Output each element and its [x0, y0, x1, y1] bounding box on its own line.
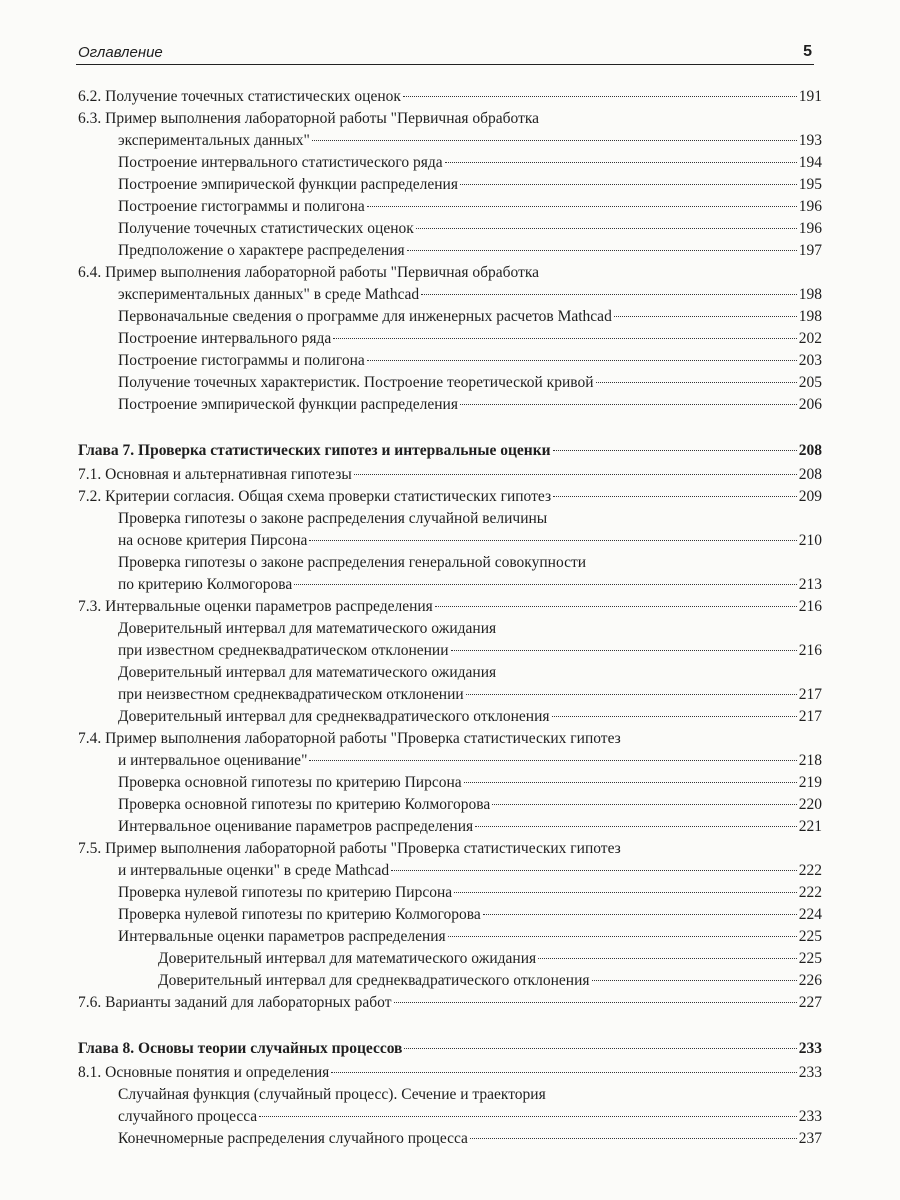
entry-row — [118, 240, 822, 262]
entry-text: Проверка основной гипотезы по критерию Пирсона — [118, 774, 462, 791]
entry-text-line — [118, 508, 822, 530]
page-ref: 191 — [798, 88, 822, 105]
leader-dots — [394, 1002, 797, 1003]
toc-entry — [78, 240, 822, 262]
page-ref: 203 — [798, 352, 822, 369]
leader-dots — [552, 716, 797, 717]
entry-row — [118, 926, 822, 948]
page-ref: 233 — [798, 1040, 822, 1057]
entry-row — [78, 1062, 822, 1084]
leader-dots — [596, 382, 797, 383]
entry-row — [118, 196, 822, 218]
leader-dots — [454, 892, 797, 893]
entry-text-wrap — [118, 306, 612, 328]
leader-dots — [312, 140, 797, 141]
entry-text-wrap — [78, 464, 352, 486]
entry-row — [78, 130, 822, 152]
entry-text: Пример выполнения лабораторной работы "Проверка статистических гипотез — [105, 730, 621, 747]
page-ref: 217 — [798, 686, 822, 703]
entry-text-continued: экспериментальных данных" — [118, 132, 310, 149]
chapter-gap — [78, 1014, 822, 1024]
page-ref: 216 — [798, 598, 822, 615]
toc-entry — [78, 1062, 822, 1084]
page-ref: 217 — [798, 708, 822, 725]
leader-dots — [403, 96, 797, 97]
entry-text: Глава 8. Основы теории случайных процессов — [78, 1040, 403, 1057]
page-ref: 198 — [798, 308, 822, 325]
toc-entry — [78, 394, 822, 416]
leader-dots — [416, 228, 797, 229]
chapter-gap — [78, 416, 822, 426]
entry-row — [78, 464, 822, 486]
entry-row — [118, 174, 822, 196]
leader-dots — [333, 338, 796, 339]
section-number: 7.2. — [78, 488, 102, 505]
entry-text: Доверительный интервал для среднеквадратического отклонения — [158, 972, 590, 989]
toc-entry — [78, 992, 822, 1014]
toc-entry — [78, 794, 822, 816]
page-ref: 216 — [798, 642, 822, 659]
leader-dots — [354, 474, 797, 475]
entry-text-line — [78, 262, 822, 284]
page-ref: 233 — [798, 1064, 822, 1081]
entry-text: Доверительный интервал для математического ожидания — [158, 950, 537, 967]
entry-text-wrap — [118, 196, 365, 218]
leader-dots — [483, 914, 797, 915]
entry-text-continued: случайного процесса — [118, 1108, 258, 1125]
entry-text-continued: при неизвестном среднеквадратическом отклонении — [118, 686, 464, 703]
entry-text: Построение гистограммы и полигона — [118, 198, 365, 215]
leader-dots — [464, 782, 797, 783]
entry-row — [118, 904, 822, 926]
leader-dots — [592, 980, 797, 981]
entry-text: Построение гистограммы и полигона — [118, 352, 365, 369]
section-number: 8.1. — [78, 1064, 102, 1081]
entry-text-wrap — [118, 394, 458, 416]
entry-text: Построение интервального статистического ряда — [118, 154, 443, 171]
toc-entry — [78, 464, 822, 486]
entry-text: Основные понятия и определения — [105, 1064, 330, 1081]
toc-entry — [78, 926, 822, 948]
entry-text: Предположение о характере распределения — [118, 242, 405, 259]
entry-text: Получение точечных статистических оценок — [105, 88, 401, 105]
entry-row — [118, 1106, 822, 1128]
toc-entry — [78, 728, 822, 772]
leader-dots — [614, 316, 797, 317]
leader-dots — [435, 606, 797, 607]
entry-row — [78, 750, 822, 772]
chapter-entry — [78, 440, 822, 464]
entry-text-wrap — [118, 772, 462, 794]
entry-text: Получение точечных характеристик. Построение теоретической кривой — [118, 374, 594, 391]
entry-text: Пример выполнения лабораторной работы "Первичная обработка — [105, 110, 540, 127]
toc-entry — [78, 508, 822, 552]
entry-row — [78, 486, 822, 508]
toc-entry — [78, 948, 822, 970]
entry-text-wrap — [118, 926, 446, 948]
toc-entry — [78, 262, 822, 306]
leader-dots — [309, 760, 796, 761]
entry-text: Проверка основной гипотезы по критерию Колмогорова — [118, 796, 491, 813]
entry-text-wrap — [118, 706, 550, 728]
entry-row — [118, 306, 822, 328]
page-ref: 208 — [798, 466, 822, 483]
entry-text-wrap — [78, 440, 551, 462]
entry-row — [118, 772, 822, 794]
entry-row — [78, 284, 822, 306]
page-ref: 222 — [798, 862, 822, 879]
page-ref: 194 — [798, 154, 822, 171]
leader-dots — [367, 360, 797, 361]
toc-entry — [78, 174, 822, 196]
entry-text-wrap — [118, 794, 490, 816]
section-number: 7.6. — [78, 994, 102, 1011]
page-ref: 209 — [798, 488, 822, 505]
entry-text-wrap — [158, 970, 590, 992]
section-number: 7.1. — [78, 466, 102, 483]
entry-row — [118, 218, 822, 240]
entry-text-continued: и интервальные оценки" в среде Mathcad — [118, 862, 390, 879]
toc-entry — [78, 86, 822, 108]
page-ref: 225 — [798, 928, 822, 945]
page-ref: 220 — [798, 796, 822, 813]
leader-dots — [460, 404, 797, 405]
toc-entry — [78, 108, 822, 152]
entry-row — [78, 86, 822, 108]
entry-text: Первоначальные сведения о программе для инженерных расчетов Mathcad — [118, 308, 612, 325]
entry-text-line — [78, 728, 822, 750]
leader-dots — [421, 294, 797, 295]
chapter-entry — [78, 1038, 822, 1062]
entry-text-wrap — [118, 240, 405, 262]
entry-text-wrap — [78, 486, 551, 508]
entry-row — [118, 794, 822, 816]
entry-text: Критерии согласия. Общая схема проверки статистических гипотез — [105, 488, 552, 505]
toc-entry — [78, 838, 822, 882]
toc-entry — [78, 372, 822, 394]
toc-entry — [78, 882, 822, 904]
entry-text-continued: при известном среднеквадратическом отклонении — [118, 642, 449, 659]
page-ref: 221 — [798, 818, 822, 835]
leader-dots — [466, 694, 797, 695]
entry-text: Интервальные оценки параметров распределения — [118, 928, 446, 945]
page-ref: 206 — [798, 396, 822, 413]
toc-entry — [78, 350, 822, 372]
entry-row — [158, 948, 822, 970]
toc-entry — [78, 706, 822, 728]
toc-entry — [78, 816, 822, 838]
entry-row — [118, 328, 822, 350]
entry-row — [118, 640, 822, 662]
page-ref: 198 — [798, 286, 822, 303]
entry-text-wrap — [118, 904, 481, 926]
entry-text: Глава 7. Проверка статистических гипотез и интервальные оценки — [78, 442, 551, 459]
entry-row — [118, 372, 822, 394]
table-of-contents — [78, 86, 822, 1150]
entry-text-line — [78, 838, 822, 860]
entry-row — [78, 860, 822, 882]
entry-text-continued: и интервальное оценивание" — [118, 752, 308, 769]
entry-text-continued: по критерию Колмогорова — [118, 576, 293, 593]
entry-text: Проверка нулевой гипотезы по критерию Пирсона — [118, 884, 453, 901]
toc-entry — [78, 152, 822, 174]
section-number: 7.5. — [78, 840, 102, 857]
page-number: 5 — [803, 43, 812, 60]
entry-text-line — [78, 108, 822, 130]
toc-entry — [78, 662, 822, 706]
page-ref: 225 — [798, 950, 822, 967]
toc-entry — [78, 218, 822, 240]
entry-row — [78, 596, 822, 618]
leader-dots — [404, 1048, 796, 1049]
entry-text: Пример выполнения лабораторной работы "Первичная обработка — [105, 264, 540, 281]
page-ref: 233 — [798, 1108, 822, 1125]
leader-dots — [470, 1138, 797, 1139]
leader-dots — [309, 540, 796, 541]
page-ref: 193 — [798, 132, 822, 149]
toc-entry — [78, 1128, 822, 1150]
entry-row — [118, 152, 822, 174]
page-ref: 213 — [798, 576, 822, 593]
page-ref: 205 — [798, 374, 822, 391]
entry-text: Построение интервального ряда — [118, 330, 332, 347]
leader-dots — [407, 250, 797, 251]
entry-text: Варианты заданий для лабораторных работ — [105, 994, 392, 1011]
entry-text-wrap — [118, 174, 458, 196]
section-number: 6.3. — [78, 110, 102, 127]
entry-text-wrap — [158, 948, 536, 970]
leader-dots — [475, 826, 797, 827]
entry-text-wrap — [78, 596, 433, 618]
leader-dots — [448, 936, 797, 937]
entry-text: Конечномерные распределения случайного процесса — [118, 1130, 468, 1147]
entry-text: Построение эмпирической функции распределения — [118, 396, 458, 413]
entry-text-wrap — [118, 328, 331, 350]
entry-row — [78, 440, 822, 464]
entry-text-line — [118, 662, 822, 684]
page-header — [76, 38, 814, 65]
entry-row — [118, 350, 822, 372]
entry-text: Пример выполнения лабораторной работы "Проверка статистических гипотез — [105, 840, 621, 857]
section-number: 7.4. — [78, 730, 102, 747]
entry-text-wrap — [118, 816, 473, 838]
entry-text-wrap — [118, 1128, 468, 1150]
entry-row — [118, 574, 822, 596]
entry-row — [78, 992, 822, 1014]
entry-text: Интервальное оценивание параметров распределения — [118, 818, 474, 835]
toc-entry — [78, 772, 822, 794]
page-ref: 226 — [798, 972, 822, 989]
section-number: 7.3. — [78, 598, 102, 615]
entry-row — [78, 1038, 822, 1062]
entry-text: Проверка гипотезы о законе распределения случайной величины — [118, 510, 548, 527]
entry-text: Доверительный интервал для математического ожидания — [118, 620, 497, 637]
entry-text: Получение точечных статистических оценок — [118, 220, 414, 237]
entry-row — [118, 1128, 822, 1150]
toc-entry — [78, 306, 822, 328]
page-ref: 222 — [798, 884, 822, 901]
entry-text-wrap — [78, 86, 401, 108]
entry-text: Проверка гипотезы о законе распределения генеральной совокупности — [118, 554, 587, 571]
entry-text-wrap — [118, 218, 414, 240]
toc-entry — [78, 1084, 822, 1128]
leader-dots — [538, 958, 797, 959]
toc-entry — [78, 618, 822, 662]
toc-entry — [78, 486, 822, 508]
leader-dots — [451, 650, 797, 651]
entry-text: Основная и альтернативная гипотезы — [105, 466, 352, 483]
toc-entry — [78, 328, 822, 350]
entry-text-line — [118, 552, 822, 574]
leader-dots — [553, 496, 797, 497]
page-ref: 196 — [798, 220, 822, 237]
entry-text-line — [118, 1084, 822, 1106]
leader-dots — [492, 804, 797, 805]
entry-text: Случайная функция (случайный процесс). Сечение и траектория — [118, 1086, 546, 1103]
entry-row — [118, 882, 822, 904]
running-title: Оглавление — [78, 44, 163, 61]
page-ref: 195 — [798, 176, 822, 193]
entry-row — [158, 970, 822, 992]
page-ref: 218 — [798, 752, 822, 769]
entry-text-wrap — [118, 372, 594, 394]
entry-text-continued: на основе критерия Пирсона — [118, 532, 308, 549]
entry-text-wrap — [118, 882, 452, 904]
toc-entry — [78, 596, 822, 618]
leader-dots — [445, 162, 797, 163]
leader-dots — [460, 184, 797, 185]
leader-dots — [294, 584, 796, 585]
entry-text-continued: экспериментальных данных" в среде Mathcad — [118, 286, 420, 303]
toc-entry — [78, 904, 822, 926]
entry-text-line — [118, 618, 822, 640]
leader-dots — [367, 206, 797, 207]
toc-entry — [78, 552, 822, 596]
toc-entry — [78, 196, 822, 218]
page-ref: 219 — [798, 774, 822, 791]
section-number: 6.4. — [78, 264, 102, 281]
entry-text: Интервальные оценки параметров распределения — [105, 598, 433, 615]
entry-text: Доверительный интервал для среднеквадратического отклонения — [118, 708, 550, 725]
leader-dots — [259, 1116, 797, 1117]
leader-dots — [553, 450, 797, 451]
page-ref: 210 — [798, 532, 822, 549]
page-ref: 237 — [798, 1130, 822, 1147]
entry-text-wrap — [118, 152, 443, 174]
entry-row — [118, 394, 822, 416]
leader-dots — [331, 1072, 796, 1073]
entry-text-wrap — [118, 350, 365, 372]
page-ref: 196 — [798, 198, 822, 215]
entry-text: Построение эмпирической функции распределения — [118, 176, 458, 193]
entry-row — [118, 684, 822, 706]
page-ref: 224 — [798, 906, 822, 923]
entry-row — [118, 816, 822, 838]
entry-text-wrap — [78, 1062, 329, 1084]
entry-text-wrap — [78, 1038, 402, 1060]
entry-text: Проверка нулевой гипотезы по критерию Колмогорова — [118, 906, 481, 923]
page-ref: 197 — [798, 242, 822, 259]
entry-row — [118, 706, 822, 728]
page-ref: 202 — [798, 330, 822, 347]
page-ref: 227 — [798, 994, 822, 1011]
section-number: 6.2. — [78, 88, 102, 105]
entry-row — [118, 530, 822, 552]
toc-entry — [78, 970, 822, 992]
entry-text: Доверительный интервал для математического ожидания — [118, 664, 497, 681]
page-ref: 208 — [798, 442, 822, 459]
entry-text-wrap — [78, 992, 392, 1014]
leader-dots — [391, 870, 797, 871]
